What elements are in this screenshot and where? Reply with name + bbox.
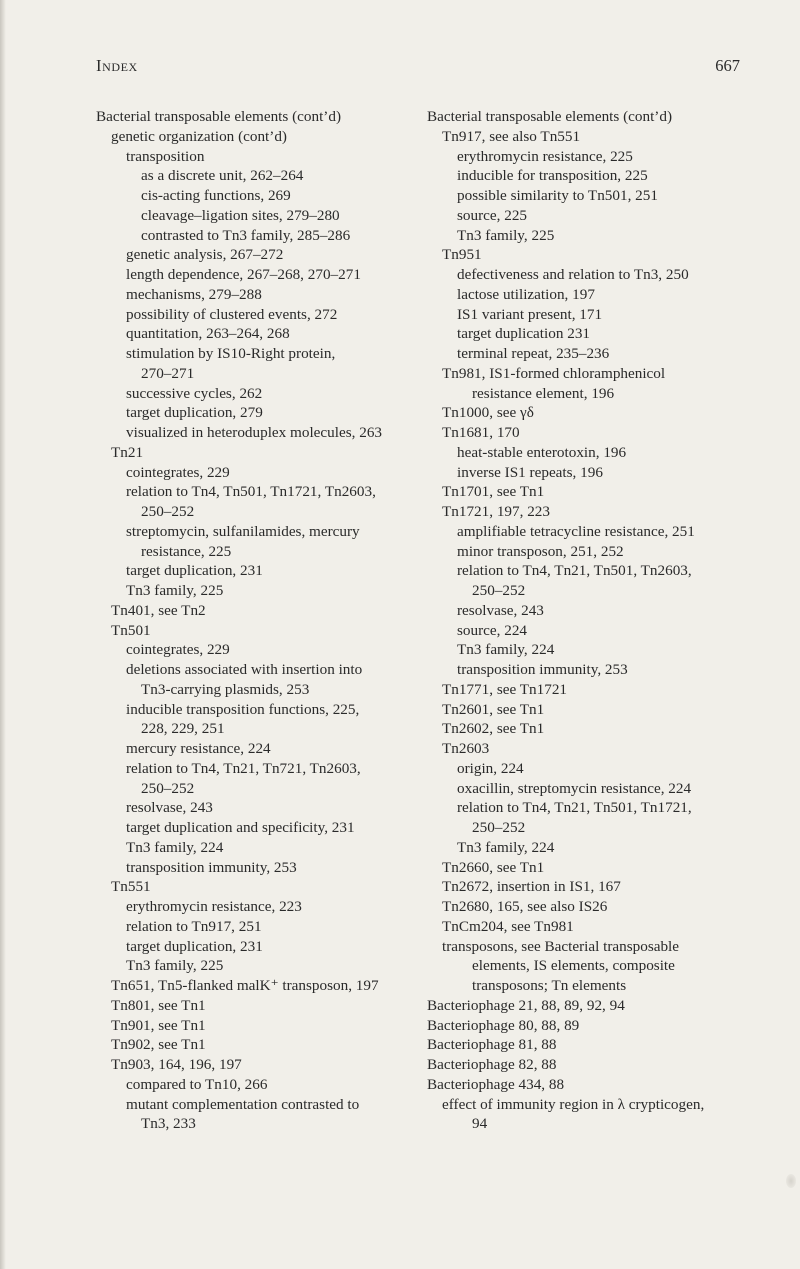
index-entry: Tn2603: [442, 740, 490, 757]
index-entry: Tn2660, see Tn1: [442, 858, 545, 876]
index-entry: genetic organization (cont’d): [111, 127, 287, 145]
index-entry: compared to Tn10, 266: [126, 1075, 268, 1093]
index-entry: Tn551: [111, 878, 151, 896]
index-entry: transposition immunity, 253: [457, 661, 628, 678]
index-entry: relation to Tn917, 251: [126, 917, 262, 935]
index-entry: cointegrates, 229: [126, 463, 230, 481]
index-entry: resistance element, 196: [472, 384, 615, 402]
index-entry: Bacterial transposable elements (cont’d): [427, 108, 673, 125]
index-entry: Bacteriophage 21, 88, 89, 92, 94: [427, 996, 625, 1014]
index-entry: 228, 229, 251: [141, 720, 225, 738]
index-entry: Tn1721, 197, 223: [442, 503, 550, 520]
index-entry: defectiveness and relation to Tn3, 250: [457, 266, 689, 283]
index-entry: target duplication and specificity, 231: [126, 819, 355, 836]
index-entry: relation to Tn4, Tn21, Tn501, Tn1721,: [457, 799, 692, 817]
index-entry: Tn501: [111, 621, 151, 639]
index-entry: deletions associated with insertion into: [126, 661, 363, 678]
page-edge-shadow: [0, 0, 6, 1269]
index-entry: transposons; Tn elements: [472, 977, 627, 994]
index-entry: Tn981, IS1-formed chloramphenicol: [442, 364, 666, 382]
index-entry: terminal repeat, 235–236: [457, 345, 610, 362]
index-entry: source, 224: [457, 621, 528, 639]
index-entry: mechanisms, 279–288: [126, 285, 262, 303]
index-entry: possibility of clustered events, 272: [126, 305, 338, 323]
index-entry: resolvase, 243: [126, 799, 213, 817]
index-entry: erythromycin resistance, 225: [457, 147, 633, 165]
index-entry: 250–252: [141, 779, 195, 797]
index-entry: Bacterial transposable elements (cont’d): [96, 108, 342, 125]
index-entry: 94: [472, 1115, 488, 1133]
index-entry: resistance, 225: [141, 542, 232, 560]
index-entry: inverse IS1 repeats, 196: [457, 463, 603, 481]
index-entry: Tn401, see Tn2: [111, 601, 206, 619]
index-entry: heat-stable enterotoxin, 196: [457, 443, 627, 461]
index-entry: mutant complementation contrasted to: [126, 1095, 360, 1113]
index-entry: Tn3, 233: [141, 1115, 196, 1133]
index-entry: origin, 224: [457, 759, 524, 777]
index-entry: effect of immunity region in λ crypticogen,: [442, 1095, 705, 1113]
index-entry: Tn903, 164, 196, 197: [111, 1056, 242, 1073]
index-entry: genetic analysis, 267–272: [126, 246, 284, 264]
index-entry: Tn3 family, 224: [457, 838, 555, 856]
index-entry: Bacteriophage 81, 88: [427, 1036, 557, 1054]
index-entry: cis-acting functions, 269: [141, 187, 291, 204]
index-entry: target duplication, 231: [126, 562, 263, 580]
index-entry: 250–252: [141, 503, 195, 520]
page-number: 667: [715, 56, 740, 75]
index-entry: amplifiable tetracycline resistance, 251: [457, 522, 695, 540]
index-entry: lactose utilization, 197: [457, 285, 595, 303]
index-entry: relation to Tn4, Tn21, Tn721, Tn2603,: [126, 759, 361, 777]
index-entry: inducible for transposition, 225: [457, 167, 648, 185]
index-entry: Tn3 family, 225: [126, 582, 224, 599]
index-entry: Tn3 family, 224: [457, 641, 555, 659]
index-entry: mercury resistance, 224: [126, 740, 271, 757]
index-entry: Tn3 family, 225: [457, 226, 555, 244]
index-entry: target duplication, 279: [126, 404, 263, 422]
index-entry: Tn2672, insertion in IS1, 167: [442, 878, 621, 896]
index-entry: TnCm204, see Tn981: [442, 917, 574, 935]
index-entry: minor transposon, 251, 252: [457, 542, 624, 560]
index-entry: elements, IS elements, composite: [472, 957, 675, 975]
page-smudge: [786, 1174, 796, 1188]
index-entry: Tn1771, see Tn1721: [442, 680, 568, 698]
index-entry: Bacteriophage 434, 88: [427, 1075, 565, 1093]
index-entry: target duplication 231: [457, 325, 591, 343]
index-entry: Tn901, see Tn1: [111, 1016, 206, 1034]
index-entry: erythromycin resistance, 223: [126, 898, 302, 915]
index-entry: stimulation by IS10-Right protein,: [126, 345, 336, 362]
index-entry: Tn3 family, 224: [126, 838, 224, 856]
index-entry: Tn1000, see γδ: [442, 404, 534, 422]
index-entry: Tn651, Tn5-flanked malK⁺ transposon, 197: [111, 977, 379, 994]
index-entry: oxacillin, streptomycin resistance, 224: [457, 779, 692, 797]
index-entry: 270–271: [141, 364, 195, 382]
index-entry: Tn2602, see Tn1: [442, 720, 545, 738]
index-entry: contrasted to Tn3 family, 285–286: [141, 226, 351, 244]
index-entry: Bacteriophage 80, 88, 89: [427, 1016, 580, 1034]
index-column-right: [427, 107, 745, 1134]
index-entry: Tn2601, see Tn1: [442, 700, 545, 718]
index-entry: length dependence, 267–268, 270–271: [126, 266, 361, 283]
index-entry: source, 225: [457, 206, 528, 224]
index-entry: successive cycles, 262: [126, 384, 263, 402]
index-entry: Tn801, see Tn1: [111, 996, 206, 1014]
index-entry: 250–252: [472, 819, 526, 836]
running-head: Index: [96, 56, 138, 75]
index-entry: possible similarity to Tn501, 251: [457, 187, 658, 204]
index-entry: cleavage–ligation sites, 279–280: [141, 206, 340, 224]
index-entry: quantitation, 263–264, 268: [126, 325, 290, 343]
index-entry: cointegrates, 229: [126, 641, 230, 659]
index-entry: Tn1681, 170: [442, 424, 520, 441]
index-entry: IS1 variant present, 171: [457, 305, 603, 323]
index-entry: target duplication, 231: [126, 937, 263, 955]
index-column-left: [96, 107, 414, 1134]
index-entry: resolvase, 243: [457, 601, 544, 619]
index-entry: visualized in heteroduplex molecules, 263: [126, 424, 383, 441]
index-entry: transposition: [126, 147, 205, 165]
index-entry: transposition immunity, 253: [126, 858, 297, 876]
index-entry: Tn902, see Tn1: [111, 1036, 206, 1054]
index-entry: Tn2680, 165, see also IS26: [442, 898, 608, 915]
index-entry: Bacteriophage 82, 88: [427, 1056, 557, 1073]
index-entry: inducible transposition functions, 225,: [126, 700, 360, 718]
index-entry: Tn1701, see Tn1: [442, 483, 545, 501]
index-entry: Tn951: [442, 246, 482, 264]
index-entry: relation to Tn4, Tn501, Tn1721, Tn2603,: [126, 483, 376, 501]
index-entry: relation to Tn4, Tn21, Tn501, Tn2603,: [457, 562, 692, 580]
index-entry: streptomycin, sulfanilamides, mercury: [126, 522, 360, 540]
index-entry: Tn3 family, 225: [126, 957, 224, 975]
index-entry: 250–252: [472, 582, 526, 599]
index-entry: as a discrete unit, 262–264: [141, 167, 304, 185]
page-header: [96, 56, 740, 78]
index-entry: Tn21: [111, 443, 144, 461]
index-entry: Tn3-carrying plasmids, 253: [141, 680, 310, 698]
index-entry: transposons, see Bacterial transposable: [442, 937, 680, 955]
index-entry: Tn917, see also Tn551: [442, 127, 581, 145]
